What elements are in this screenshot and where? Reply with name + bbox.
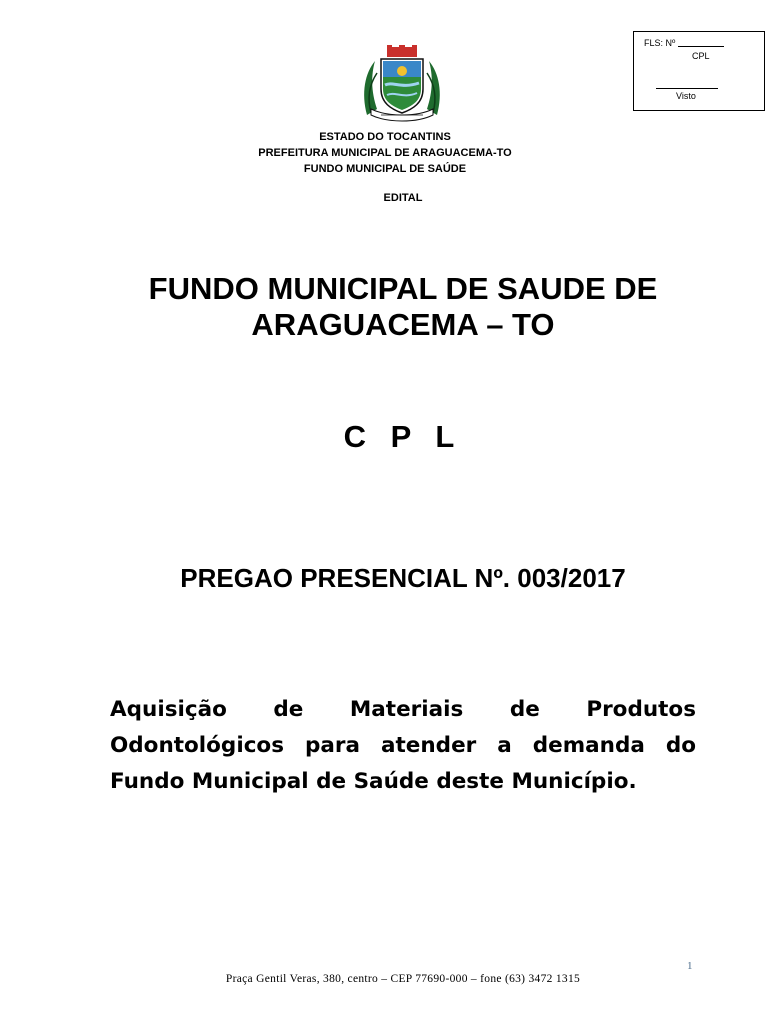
visto-signature-line — [656, 88, 718, 89]
fund-name: FUNDO MUNICIPAL DE SAÚDE — [303, 163, 467, 175]
folio-stamp-box — [633, 31, 765, 111]
procurement-object: Aquisição de Materiais de Produtos Odontológicos para atender a demanda do Fundo Municipal de Saúde deste Município. — [110, 697, 696, 794]
edital-label: EDITAL — [383, 192, 423, 204]
state-name: ESTADO DO TOCANTINS — [319, 131, 451, 143]
visto-label: Visto — [676, 91, 696, 101]
footer-address: Praça Gentil Veras, 380, centro – CEP 77690-000 – fone (63) 3472 1315 — [225, 973, 581, 985]
fls-number-line — [678, 46, 724, 47]
prefecture-name: PREFEITURA MUNICIPAL DE ARAGUACEMA-TO — [258, 147, 512, 159]
document-title: FUNDO MUNICIPAL DE SAUDE DE ARAGUACEMA – TO — [148, 271, 658, 342]
header-block — [0, 129, 770, 177]
page-number: 1 — [687, 960, 693, 972]
municipal-crest-logo — [357, 43, 447, 125]
fls-label: FLS: Nº — [644, 38, 676, 48]
stamp-cpl-label: CPL — [692, 51, 710, 61]
pregao-heading: PREGAO PRESENCIAL Nº. 003/2017 — [180, 563, 626, 593]
cpl-heading: C P L — [343, 419, 463, 454]
